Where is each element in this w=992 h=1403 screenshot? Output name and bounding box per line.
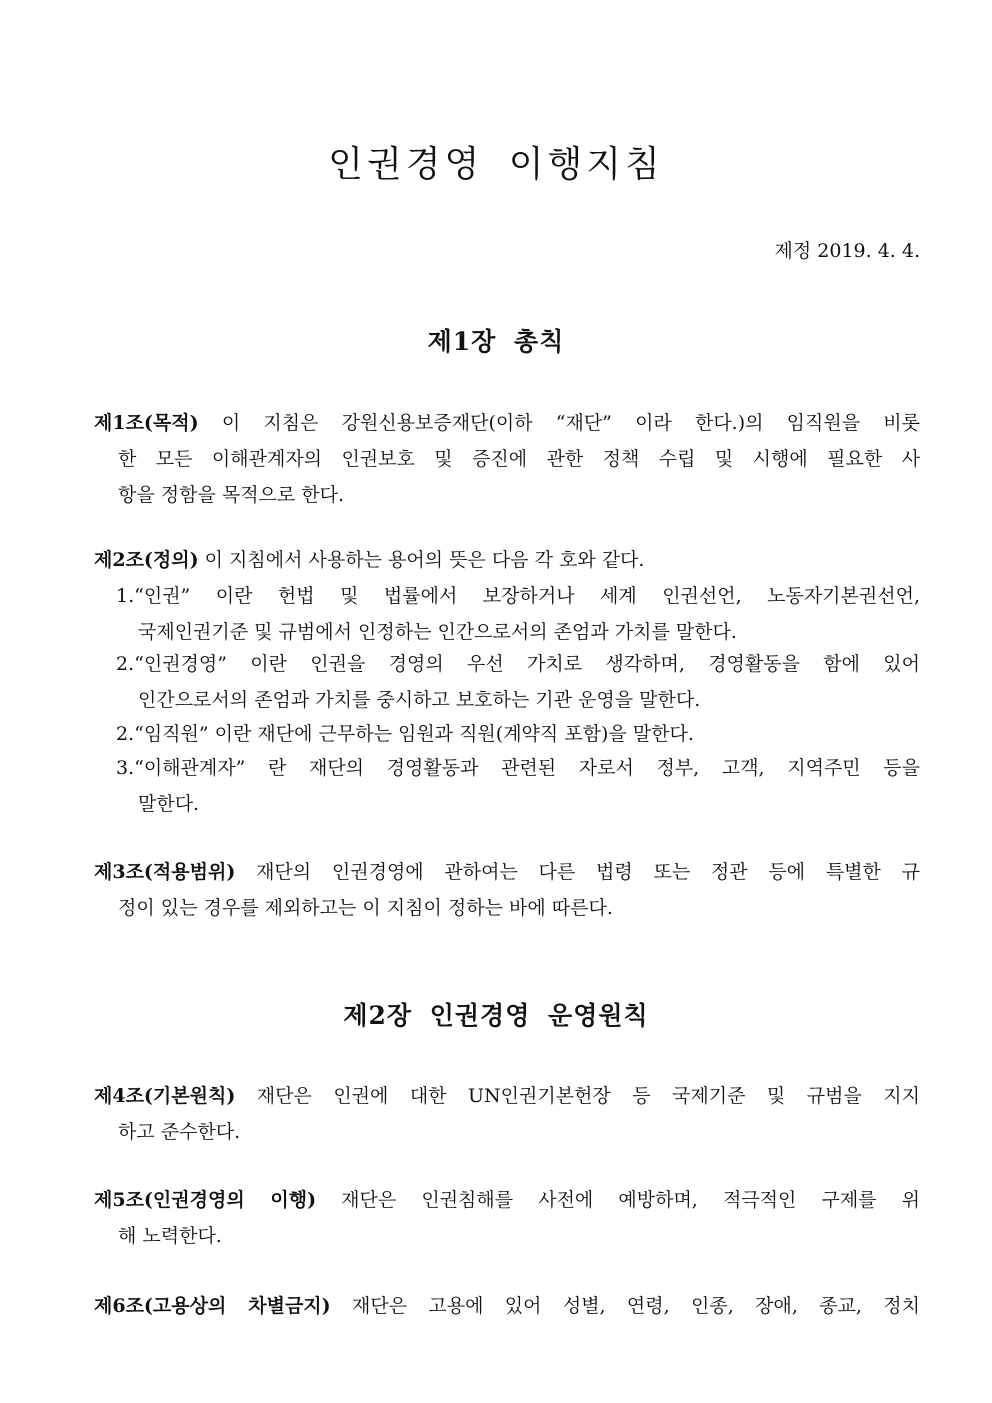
- article-4: [94, 1078, 920, 1150]
- item-text: 인간으로서의 존엄과 가치를 중시하고 보호하는 기관 운영을 말한다.: [138, 689, 701, 711]
- item-text: “인권” 이란 헌법 및 법률에서 보장하거나 세계 인권선언, 노동자기본권선언,: [134, 585, 920, 607]
- article-line: [94, 542, 920, 578]
- article-text: 재단은 인권침해를 사전에 예방하며, 적극적인 구제를 위: [316, 1189, 920, 1211]
- article-text: 해 노력한다.: [118, 1225, 222, 1247]
- article-text: 하고 준수한다.: [118, 1121, 241, 1143]
- item-line: [116, 578, 920, 614]
- article-text: 한 모든 이해관계자의 인권보호 및 증진에 관한 정책 수립 및 시행에 필요한 사: [118, 448, 920, 470]
- item-text: “인권경영” 이란 인권을 경영의 우선 가치로 생각하며, 경영활동을 함에 있어: [134, 653, 920, 675]
- item-number: 2.: [116, 723, 135, 745]
- definition-item-3: [116, 716, 920, 752]
- article-text: 재단의 인권경영에 관하여는 다른 법령 또는 정관 등에 특별한 규: [235, 861, 920, 883]
- article-heading: 제1조(목적): [94, 412, 199, 434]
- enactment-date: 제정 2019. 4. 4.: [774, 240, 920, 262]
- item-number: 2.: [116, 653, 135, 675]
- article-text: 재단은 고용에 있어 성별, 연령, 인종, 장애, 종교, 정치: [330, 1295, 920, 1317]
- item-line: [116, 646, 920, 682]
- article-text: 항을 정함을 목적으로 한다.: [118, 484, 345, 506]
- definition-item-2: [116, 646, 920, 718]
- article-text: 정이 있는 경우를 제외하고는 이 지침이 정하는 바에 따른다.: [118, 897, 613, 919]
- article-3: [94, 854, 920, 926]
- item-text: “임직원” 이란 재단에 근무하는 임원과 직원(계약직 포함)을 말한다.: [134, 723, 694, 745]
- article-text: 이 지침은 강원신용보증재단(이하 “재단” 이라 한다.)의 임직원을 비롯: [198, 412, 920, 434]
- item-text: 국제인권기준 및 규범에서 인정하는 인간으로서의 존엄과 가치를 말한다.: [138, 621, 737, 643]
- article-heading: 제4조(기본원칙): [94, 1085, 236, 1107]
- definition-item-4: [116, 750, 920, 822]
- definition-item-1: [116, 578, 920, 650]
- article-6: [94, 1288, 920, 1324]
- article-heading: 제6조(고용상의 차별금지): [94, 1295, 331, 1317]
- article-text: 이 지침에서 사용하는 용어의 뜻은 다음 각 호와 같다.: [198, 549, 645, 571]
- item-number: 1.: [116, 585, 135, 607]
- item-line: [116, 750, 920, 786]
- article-2: [94, 542, 920, 578]
- item-number: 3.: [116, 757, 135, 779]
- chapter-1-title: 제1장 총칙: [427, 327, 565, 356]
- article-1: [94, 405, 920, 513]
- item-text: “이해관계자” 란 재단의 경영활동과 관련된 자로서 정부, 고객, 지역주민 등을: [134, 757, 920, 779]
- article-heading: 제5조(인권경영의 이행): [94, 1189, 317, 1211]
- item-line: [116, 716, 920, 752]
- article-line: [94, 1288, 920, 1324]
- document-title: 인권경영 이행지침: [328, 144, 664, 185]
- article-text: 재단은 인권에 대한 UN인권기본헌장 등 국제기준 및 규범을 지지: [235, 1085, 920, 1107]
- article-heading: 제3조(적용범위): [94, 861, 236, 883]
- chapter-2-title: 제2장 인권경영 운영원칙: [343, 1001, 649, 1030]
- article-heading: 제2조(정의): [94, 549, 199, 571]
- article-5: [94, 1182, 920, 1254]
- item-text: 말한다.: [138, 793, 200, 815]
- article-line: [94, 405, 920, 441]
- article-line: [94, 1078, 920, 1114]
- article-line: [94, 1182, 920, 1218]
- article-line: [94, 854, 920, 890]
